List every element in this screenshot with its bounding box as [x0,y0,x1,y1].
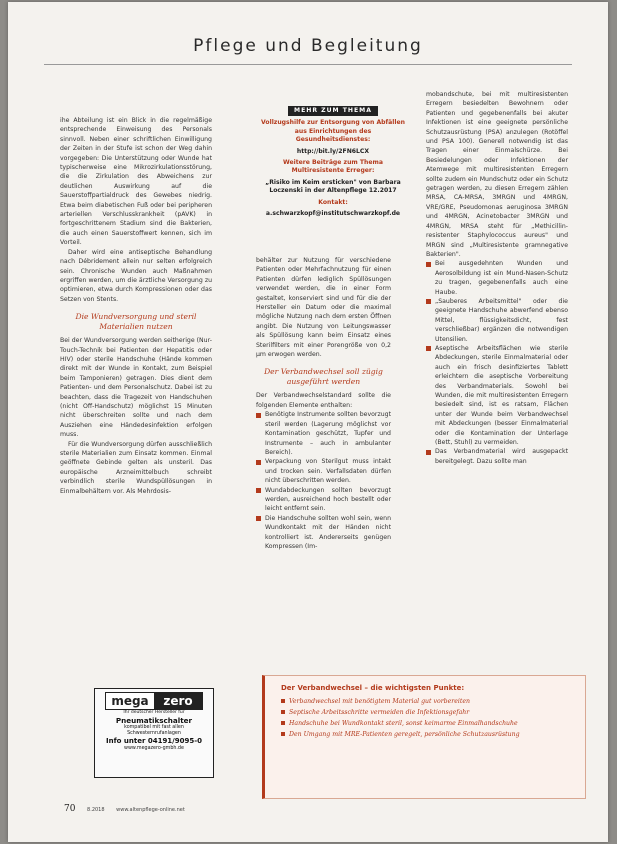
ad-tagline: Ihr deutscher Hersteller für [123,710,185,715]
advertiser-logo [105,692,203,710]
ad-subline: Schwesternrufanlagen [127,731,181,737]
paragraph: Daher wird eine antiseptische Behandlung nach Débridement allein nur selten erfolgreich sein. Chronische Wunden auch Maßnahmen ergriffen werden, um die ärztliche Versorgung zu optimieren, etwa durch Kompressionen oder das Setzen von Stents. [60,248,212,303]
info-line: „Risiko im Keim ersticken" von Barbara Loczenski in der Altenpflege 12.2017 [265,178,401,195]
ad-product: Pneumatikschalter [115,716,193,725]
subheading: Die Wundversorgung und steril Materialien nutzen [75,312,197,332]
summary-list [265,696,585,740]
list-item: Bei ausgedehnten Wunden und Aerosolbildung ist ein Mund-Nasen-Schutz zu tragen, gegebenenfalls auch eine Haube. [426,259,568,297]
page-title: Pflege und Begleitung [193,36,423,56]
magazine-page [8,2,608,842]
info-box-heading: MEHR ZUM THEMA [288,106,378,116]
footer-url[interactable]: www.altenpflege-online.net [116,807,185,813]
paragraph: mobandschute, bei mit multiresistenten Erregern besiedelten Bewohnern oder Patienten und gegebenenfalls bei akuter Infektionen ist eine geeignete persönliche Schutzausrüstung (PSA) anzulegen (Rotöffel und PSA 100). Generell notwendig ist das Tragen einer Einmalschürze. Bei Besiedelungen oder Infektionen der Atemwege mit multiresistenten Erregern sollte zudem ein Mundschutz oder ein Schutz getragen werden, zu diesen Erregern zählen MRSA, CA-MRSA, 3MRGN und 4MRGN, VRE/GRE, Pseudomonas aeruginosa 3MRGN und 4MRGN, Acinetobacter 3MRGN und 4MRGN, MRSA steht für „Methicillin-resistenter Staphylococcus aureus" und MRGN sind „Multiresistente gramnegative Bakterien". [426,91,568,258]
bullet-list [256,410,391,551]
list-item: Wundabdeckungen sollten bevorzugt werden, ausreichend hoch bestellt oder leicht entfernt sein. [256,486,391,514]
advertisement[interactable] [94,688,214,778]
summary-item: Den Umgang mit MRE-Patienten geregelt, persönliche Schutzausrüstung [281,729,585,740]
ad-phone: Info unter 04191/9095-0 [106,737,202,746]
logo-left: mega [106,693,154,709]
summary-item: Septische Arbeitsschritte vermeiden die Infektionsgefahr [281,707,585,718]
info-line: Vollzugshilfe zur Entsorgung von Abfällen aus Einrichtungen des Gesundheitsdienstes: [261,119,405,144]
column-left [60,116,212,496]
list-item: Die Handschuhe sollten wohl sein, wenn Wundkontakt mit der Händen nicht kontrolliert ist. Andererseits genügen Kompressen (Im- [256,514,391,552]
bullet-list [426,259,568,466]
list-item: Aseptische Arbeitsflächen wie sterile Abdeckungen, sterile Einmalmaterial oder auch ein frisch desinfiziertes Tablett erleichtern die aseptische Vorbereitung des Verbandmaterials. Sowohl bei Wunden, die mit multiresistenten Erregern besiedelt sind, ist es ratsam, Flächen unter der Wunde beim Verbandwechsel mit Abdeckungen (besser Einmalmaterial oder die Kontamination der Unterlage (Bett, Stuhl) zu vermeiden. [426,344,568,447]
paragraph: ihe Abteilung ist ein Blick in die regelmäßige entsprechende Einweisung des Personals sinnvoll. Neben einer schriftlichen Einwilligung der Zeiten in der Stufe ist schon der Weg dahin vorgegeben: Die Unterstützung oder Wunde hat typischerweise eine Mikrozirkulationsstörung, die die Zirkulation des Abweichens zur deutlichen Auswirkung auf die Sauerstoffpartialdruck des Gewebes niedrig. Etwa beim diabetischen Fuß oder bei peripheren arteriellen Verschlusskrankheit (pAVK) in fortgeschrittenem Stadium sind die Bakterien, die auch einen Sauerstoffwert kennen, sich im Vorteil. [60,117,212,247]
issue-label: 8.2018 [87,807,105,813]
info-link[interactable]: http://bit.ly/2FN6LCX [296,147,370,155]
ad-subline: kompatibel mit fast allen [124,725,184,730]
list-item: Benötigte Instrumente sollten bevorzugt steril werden (Lagerung möglichst vor Kontamination geschützt, Tupfer und Instrumente – auch in ambulanter Bereich). [256,410,391,457]
ad-website[interactable]: www.megazero-gmbh.de [124,746,184,752]
paragraph: Bei der Wundversorgung werden seitherige (Nur-Touch-Technik bei Patienten der Hepatitis oder HIV) oder sterile Handschuhe (Hände kommen direkt mit der Wunde in Kontakt, zum Beispiel beim Tamponieren) getragen. Dies dient dem Patienten- und dem Personalschutz. Dabei ist zu beachten, dass die Tragezeit von Handschuhen (nicht Off-Handschutz) möglichst 15 Minuten nicht überschreiten sollte und nach dem Ausziehen eine Händedesinfektion erfolgen muss. [60,337,212,439]
paragraph: behälter zur Nutzung für verschiedene Patienten oder Mehrfachnutzung für einen Patienten dürfen lediglich Spüllösungen verwendet werden, die in einer Form gestaltet, konserviert sind und für die der Hersteller ein Datum oder die maximal mögliche Nutzung nach dem ersten Öffnen angibt. Die Nutzung von Leitungswasser als Spüllösung kann beim Einsatz eines Sterilfilters mit einer Porengröße von 0,2 µm erwogen werden. [256,257,391,359]
contact-email[interactable]: a.schwarzkopf@institutschwarzkopf.de [265,210,401,218]
list-item: Das Verbandmaterial wird ausgepackt bereitgelegt. Dazu sollte man [426,447,568,466]
summary-item: Verbandwechsel mit benötigtem Material gut vorbereiten [281,696,585,707]
title-rule [44,64,572,65]
paragraph: Für die Wundversorgung dürfen ausschließlich sterile Materialien zum Einsatz kommen. Einmal geöffnete Gebinde gelten als unsteril. Das europäische Arzneimittelbuch schreibt verbindlich sterile Wundspüllösungen in Einmalbehältern vor. Als Mehrdosis- [60,440,212,495]
summary-box [262,675,586,799]
summary-item: Handschuhe bei Wundkontakt steril, sonst keimarme Einmalhandschuhe [281,718,585,729]
column-right [426,90,568,466]
summary-title: Der Verbandwechsel – die wichtigsten Punkte: [281,684,465,692]
subheading: Der Verbandwechsel soll zügig ausgeführt werden [264,367,383,387]
logo-right: zero [154,693,202,709]
info-line: Weitere Beiträge zum Thema Multiresistente Erreger: [283,159,383,175]
page-footer [64,804,185,814]
contact-label: Kontakt: [318,198,348,206]
paragraph: Der Verbandwechselstandard sollte die folgenden Elemente enthalten: [256,392,391,409]
info-box [258,106,408,221]
column-middle [256,256,391,551]
page-number: 70 [64,804,76,814]
list-item: Verpackung von Sterilgut muss intakt und trocken sein. Verfallsdaten dürfen nicht überschritten werden. [256,457,391,485]
list-item: „Sauberes Arbeitsmittel" oder die geeignete Handschuhe abwerfend ebenso Mittel, flüssigkeitsdicht, fest verschließbar) ergänzen die notwendigen Utensilien. [426,297,568,344]
